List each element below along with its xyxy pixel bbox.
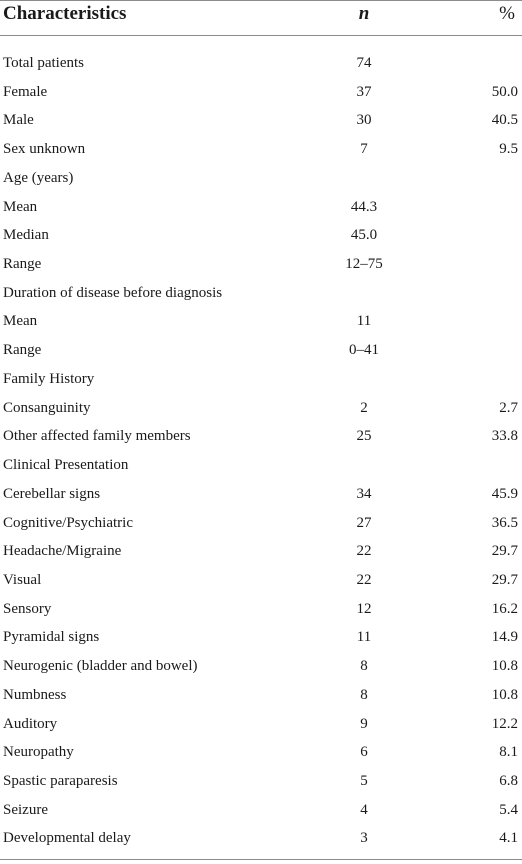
table-row: [0, 49, 522, 78]
row-percent: 40.5: [491, 112, 518, 129]
row-count: 12–75: [345, 256, 383, 273]
table-row: [0, 250, 522, 279]
row-label: Visual: [3, 571, 42, 588]
table-row: [0, 595, 522, 624]
row-label: Female: [3, 83, 48, 100]
row-label: Spastic paraparesis: [3, 772, 118, 789]
row-percent: 50.0: [491, 83, 518, 100]
table-row: [0, 566, 522, 595]
row-percent: 29.7: [491, 543, 518, 560]
row-percent: 12.2: [491, 715, 518, 732]
table-row: [0, 537, 522, 566]
row-count: 8: [360, 686, 368, 703]
table-row: [0, 681, 522, 710]
table-row: [0, 480, 522, 509]
row-count: 11: [356, 313, 372, 330]
table-header: [0, 0, 522, 35]
row-label: Male: [3, 112, 34, 129]
row-count: 5: [360, 772, 368, 789]
row-count: 0–41: [349, 342, 379, 359]
row-label: Developmental delay: [3, 830, 131, 847]
bottom-rule: [0, 859, 522, 860]
row-percent: 45.9: [491, 485, 518, 502]
row-label: Mean: [3, 313, 38, 330]
table-row: [0, 193, 522, 222]
row-percent: 10.8: [491, 658, 518, 675]
row-label: Consanguinity: [3, 399, 91, 416]
row-label: Pyramidal signs: [3, 629, 100, 646]
row-label: Auditory: [3, 715, 58, 732]
row-label: Family History: [3, 370, 95, 387]
row-percent: 5.4: [499, 801, 518, 818]
table-row: [0, 221, 522, 250]
row-count: 8: [360, 658, 368, 675]
row-percent: 8.1: [499, 744, 518, 761]
row-label: Sex unknown: [3, 141, 86, 158]
row-label: Mean: [3, 198, 38, 215]
row-count: 74: [356, 55, 372, 71]
row-count: 11: [356, 629, 372, 646]
table-row: [0, 135, 522, 164]
table-row: [0, 336, 522, 365]
header-characteristics: Characteristics: [3, 3, 127, 24]
row-count: 7: [360, 141, 368, 158]
row-label: Numbness: [3, 686, 67, 703]
row-label: Age (years): [3, 169, 74, 186]
table-row: [0, 78, 522, 107]
row-percent: 29.7: [491, 571, 518, 588]
row-label: Clinical Presentation: [3, 457, 129, 474]
table-row: [0, 509, 522, 538]
row-percent: 2.7: [499, 399, 518, 416]
row-count: 30: [356, 112, 372, 129]
row-count: 12: [356, 600, 372, 617]
table-row: [0, 767, 522, 796]
row-count: 22: [356, 571, 372, 588]
table-row: [0, 796, 522, 825]
row-label: Median: [3, 227, 49, 244]
row-count: 6: [360, 744, 368, 761]
row-label: Range: [3, 256, 42, 273]
row-percent: 16.2: [491, 600, 518, 617]
row-percent: 6.8: [499, 772, 518, 789]
row-percent: 4.1: [499, 830, 518, 847]
row-count: 3: [360, 830, 368, 847]
row-percent: 33.8: [491, 428, 518, 445]
row-count: 2: [360, 399, 368, 416]
table-row: [0, 164, 522, 193]
row-label: Cognitive/Psychiatric: [3, 514, 133, 531]
row-label: Range: [3, 342, 42, 359]
row-count: 4: [360, 801, 368, 818]
row-label: Cerebellar signs: [3, 485, 101, 502]
table-row: [0, 279, 522, 308]
table-row: [0, 394, 522, 423]
row-percent: 14.9: [491, 629, 518, 646]
table-row: [0, 451, 522, 480]
row-label: Duration of disease before diagnosis: [3, 284, 223, 301]
row-label: Total patients: [3, 55, 85, 71]
header-n: n: [358, 3, 370, 24]
row-count: 25: [356, 428, 372, 445]
table-row: [0, 824, 522, 853]
row-label: Neurogenic (bladder and bowel): [3, 658, 198, 675]
header-rule: [0, 35, 522, 36]
row-label: Other affected family members: [3, 428, 191, 445]
row-count: 27: [356, 514, 372, 531]
row-count: 37: [356, 83, 372, 100]
row-count: 45.0: [350, 227, 378, 244]
row-label: Neuropathy: [3, 744, 74, 761]
table-row: [0, 738, 522, 767]
header-percent: %: [499, 3, 515, 24]
table-body: [0, 49, 522, 853]
table-row: [0, 652, 522, 681]
row-percent: 36.5: [491, 514, 518, 531]
row-label: Sensory: [3, 600, 52, 617]
row-percent: 10.8: [491, 686, 518, 703]
table-row: [0, 106, 522, 135]
row-label: Headache/Migraine: [3, 543, 122, 560]
row-count: 44.3: [350, 198, 378, 215]
table-row: [0, 710, 522, 739]
table-row: [0, 307, 522, 336]
table-row: [0, 623, 522, 652]
row-count: 34: [356, 485, 372, 502]
table-row: [0, 422, 522, 451]
row-count: 22: [356, 543, 372, 560]
row-count: 9: [360, 715, 368, 732]
row-label: Seizure: [3, 801, 48, 818]
table-row: [0, 365, 522, 394]
row-percent: 9.5: [499, 141, 518, 158]
